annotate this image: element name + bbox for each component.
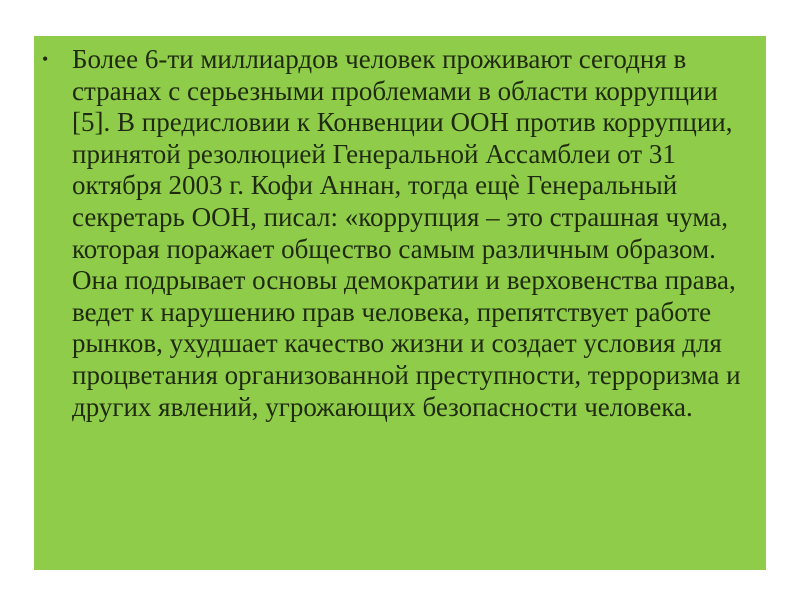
slide-panel [34,36,766,570]
bullet-item [40,44,756,423]
bullet-paragraph: Более 6-ти миллиардов человек проживают сегодня в странах с серьезными проблемами в области коррупции [5]. В предисловии к Конвенции ООН против коррупции, принятой резолюцией Генеральной Ассамблеи от 31 октября 2003 г. Кофи Аннан, тогда ещѐ Генеральный секретарь ООН, писал: «коррупция – это страшная чума, которая поражает общество самым различным образом. Она подрывает основы демократии и верховенства права, ведет к нарушению прав человека, препятствует работе рынков, ухудшает качество жизни и создает условия для процветания организованной преступности, терроризма и других явлений, угрожающих безопасности человека. [72,44,741,422]
bullet-icon: • [42,49,49,69]
